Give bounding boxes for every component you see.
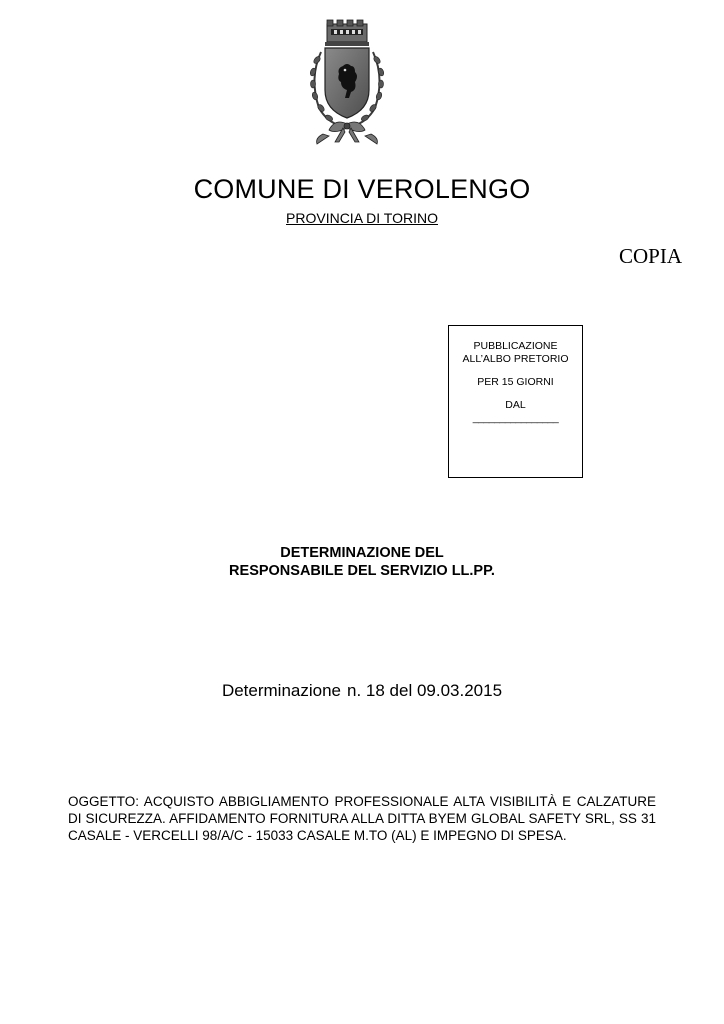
determination-heading-line-2: RESPONSABILE DEL SERVIZIO LL.PP. bbox=[229, 563, 495, 579]
determination-number-label: Determinazione bbox=[221, 681, 342, 700]
copy-label: COPIA bbox=[618, 244, 682, 268]
publication-line-2: ALL’ALBO PRETORIO bbox=[462, 353, 569, 365]
determination-number bbox=[0, 681, 724, 701]
subject-paragraph: OGGETTO: ACQUISTO ABBIGLIAMENTO PROFESSIONALE ALTA VISIBILITÀ E CALZATURE DI SICUREZZA. AFFIDAMENTO FORNITURA ALLA DITTA BYEM GLOBAL SAFETY SRL, SS 31 CASALE - VERCELLI 98/A/C - 15033 CASALE M.TO (AL) E IMPEGNO DI SPESA. bbox=[68, 794, 656, 843]
municipality-title: COMUNE DI VEROLENGO bbox=[193, 174, 531, 204]
determination-number-text: n. 18 del 09.03.2015 bbox=[347, 681, 503, 700]
publication-date-blank: ________________ bbox=[472, 412, 559, 424]
publication-line-3: PER 15 GIORNI bbox=[477, 376, 554, 388]
determination-heading bbox=[0, 544, 724, 580]
publication-line-1: PUBBLICAZIONE bbox=[473, 340, 558, 352]
determination-heading-line-1: DETERMINAZIONE DEL bbox=[280, 545, 444, 561]
crown-icon bbox=[325, 20, 369, 46]
publication-box bbox=[448, 325, 583, 478]
province-subtitle: PROVINCIA DI TORINO bbox=[286, 210, 438, 226]
publication-line-4: DAL bbox=[505, 399, 526, 411]
coat-of-arms-icon bbox=[301, 18, 393, 146]
